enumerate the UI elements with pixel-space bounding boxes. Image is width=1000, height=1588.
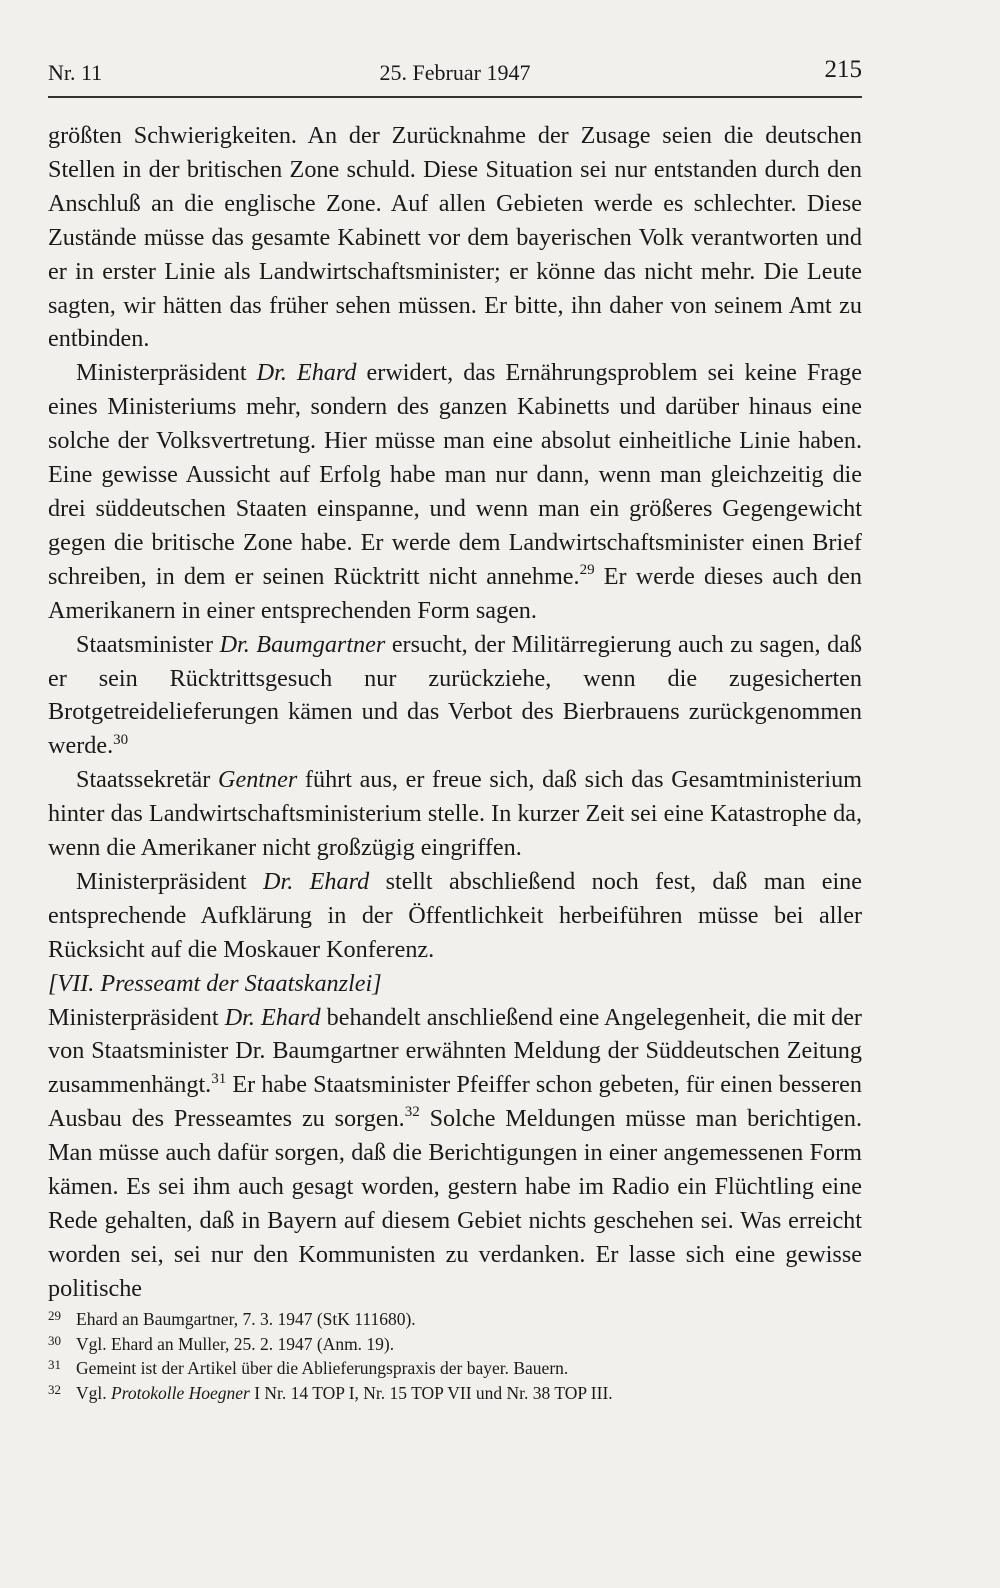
text-run: Ministerpräsident	[48, 1003, 225, 1031]
paragraph	[48, 628, 862, 764]
text-run: Staatsminister	[76, 630, 220, 658]
text-run: Vgl.	[76, 1382, 111, 1403]
text-run: Gemeint ist der Artikel über die Ablieferungspraxis der bayer. Bauern.	[76, 1358, 569, 1378]
italic-name: Dr. Ehard	[256, 359, 357, 387]
footnote-ref: 31	[211, 1070, 227, 1087]
footnote-ref: 30	[113, 731, 129, 748]
paragraph	[48, 119, 862, 356]
footnote-number: 32	[48, 1381, 61, 1397]
paragraph	[48, 763, 862, 865]
section-heading: [VII. Presseamt der Staatskanzlei]	[48, 969, 382, 997]
page-number: 215	[824, 56, 862, 83]
text-run: Er habe Staatsminister Pfeiffer schon gebeten, für einen besseren Ausbau des Presseamtes zu sorgen.	[48, 1071, 862, 1133]
text-run: Ehard an Baumgartner, 7. 3. 1947 (StK 111680).	[76, 1309, 416, 1329]
footnote-number: 29	[48, 1308, 61, 1323]
running-header	[48, 56, 862, 96]
paragraph-group-2	[48, 1001, 862, 1306]
footnote	[48, 1307, 862, 1332]
footnote-ref: 29	[579, 561, 595, 578]
italic-name: Dr. Baumgartner	[219, 630, 386, 658]
text-run: führt aus, er freue sich, daß sich das Gesamtministerium hinter das Landwirtschaftsministerium stelle. In kurzer Zeit sei eine Katastrophe da, wenn die Amerikaner nicht großzügig eingriffen.	[48, 766, 862, 862]
text-run: Vgl. Ehard an Muller, 25. 2. 1947 (Anm. 19).	[76, 1333, 395, 1354]
text-run: Ministerpräsident	[76, 867, 264, 895]
footnote	[48, 1332, 862, 1357]
footnote	[48, 1381, 862, 1406]
italic-name: Gentner	[218, 766, 298, 794]
document-number: Nr. 11	[48, 60, 103, 85]
text-run: Staatssekretär	[76, 766, 218, 794]
footnote-number: 31	[48, 1357, 61, 1372]
text-run: ersucht, der Militärregierung auch zu sagen, daß er sein Rücktrittsgesuch nur zurückziehe, wenn die zugesicherten Brotgetreidelieferungen kämen und das Verbot des Bierbrauens zurückgenommen werde.	[48, 630, 862, 760]
paragraph	[48, 1001, 862, 1306]
header-rule	[48, 96, 862, 98]
footnotes	[48, 1307, 862, 1405]
italic-name: Dr. Ehard	[224, 1003, 321, 1031]
footnote	[48, 1356, 862, 1381]
italic-name: Dr. Ehard	[263, 867, 370, 895]
header-date: 25. Februar 1947	[379, 60, 531, 85]
paragraph-group-1	[48, 119, 862, 967]
text-run: Ministerpräsident	[76, 359, 257, 387]
text-run: I Nr. 14 TOP I, Nr. 15 TOP VII und Nr. 38 TOP III.	[249, 1382, 613, 1403]
text-run: erwidert, das Ernährungsproblem sei keine Frage eines Ministeriums mehr, sondern des ganzen Kabinetts und darüber hinaus eine solche der Volksvertretung. Hier müsse man eine absolut einheitliche Linie haben. Eine gewisse Aussicht auf Erfolg habe man nur dann, wenn man gleichzeitig die drei süddeutschen Staaten einspanne, und wenn man ein größeres Gegengewicht gegen die britische Zone habe. Er werde dem Landwirtschaftsminister einen Brief schreiben, in dem er seinen Rücktritt nicht annehme.	[48, 359, 862, 590]
footnote-number: 30	[48, 1332, 61, 1348]
italic-name: Protokolle Hoegner	[111, 1382, 250, 1403]
text-run: Er werde dieses auch den Amerikanern in einer entsprechenden Form sagen.	[48, 562, 863, 624]
text-run: größten Schwierigkeiten. An der Zurücknahme der Zusage seien die deutschen Stellen in der britischen Zone schuld. Diese Situation sei nur entstanden durch den Anschluß an die englische Zone. Auf allen Gebieten werde es schlechter. Diese Zustände müsse das gesamte Kabinett vor dem bayerischen Volk verantworten und er in erster Linie als Landwirtschaftsminister; er könne das nicht mehr. Die Leute sagten, wir hätten das früher sehen müssen. Er bitte, ihn daher von seinem Amt zu entbinden.	[48, 122, 862, 353]
main-text	[48, 119, 862, 1306]
paragraph	[48, 865, 862, 967]
paragraph	[48, 356, 862, 627]
footnote-ref: 32	[404, 1104, 420, 1121]
text-run: stellt abschließend noch fest, daß man eine entsprechende Aufklärung in der Öffentlichkeit herbeiführen müsse bei aller Rücksicht auf die Moskauer Konferenz.	[48, 867, 862, 963]
text-run: Solche Meldungen müsse man berichtigen. Man müsse auch dafür sorgen, daß die Berichtigungen in einer angemessenen Form kämen. Es sei ihm auch gesagt worden, gestern habe im Radio ein Flüchtling eine Rede gehalten, daß in Bayern auf diesem Gebiet nichts geschehen sei. Was erreicht worden sei, sei nur den Kommunisten zu verdanken. Er lasse sich eine gewisse politische	[48, 1105, 862, 1302]
text-run: behandelt anschließend eine Angelegenheit, die mit der von Staatsminister Dr. Baumgartner erwähnten Meldung der Süddeutschen Zeitung zusammenhängt.	[48, 1003, 862, 1099]
